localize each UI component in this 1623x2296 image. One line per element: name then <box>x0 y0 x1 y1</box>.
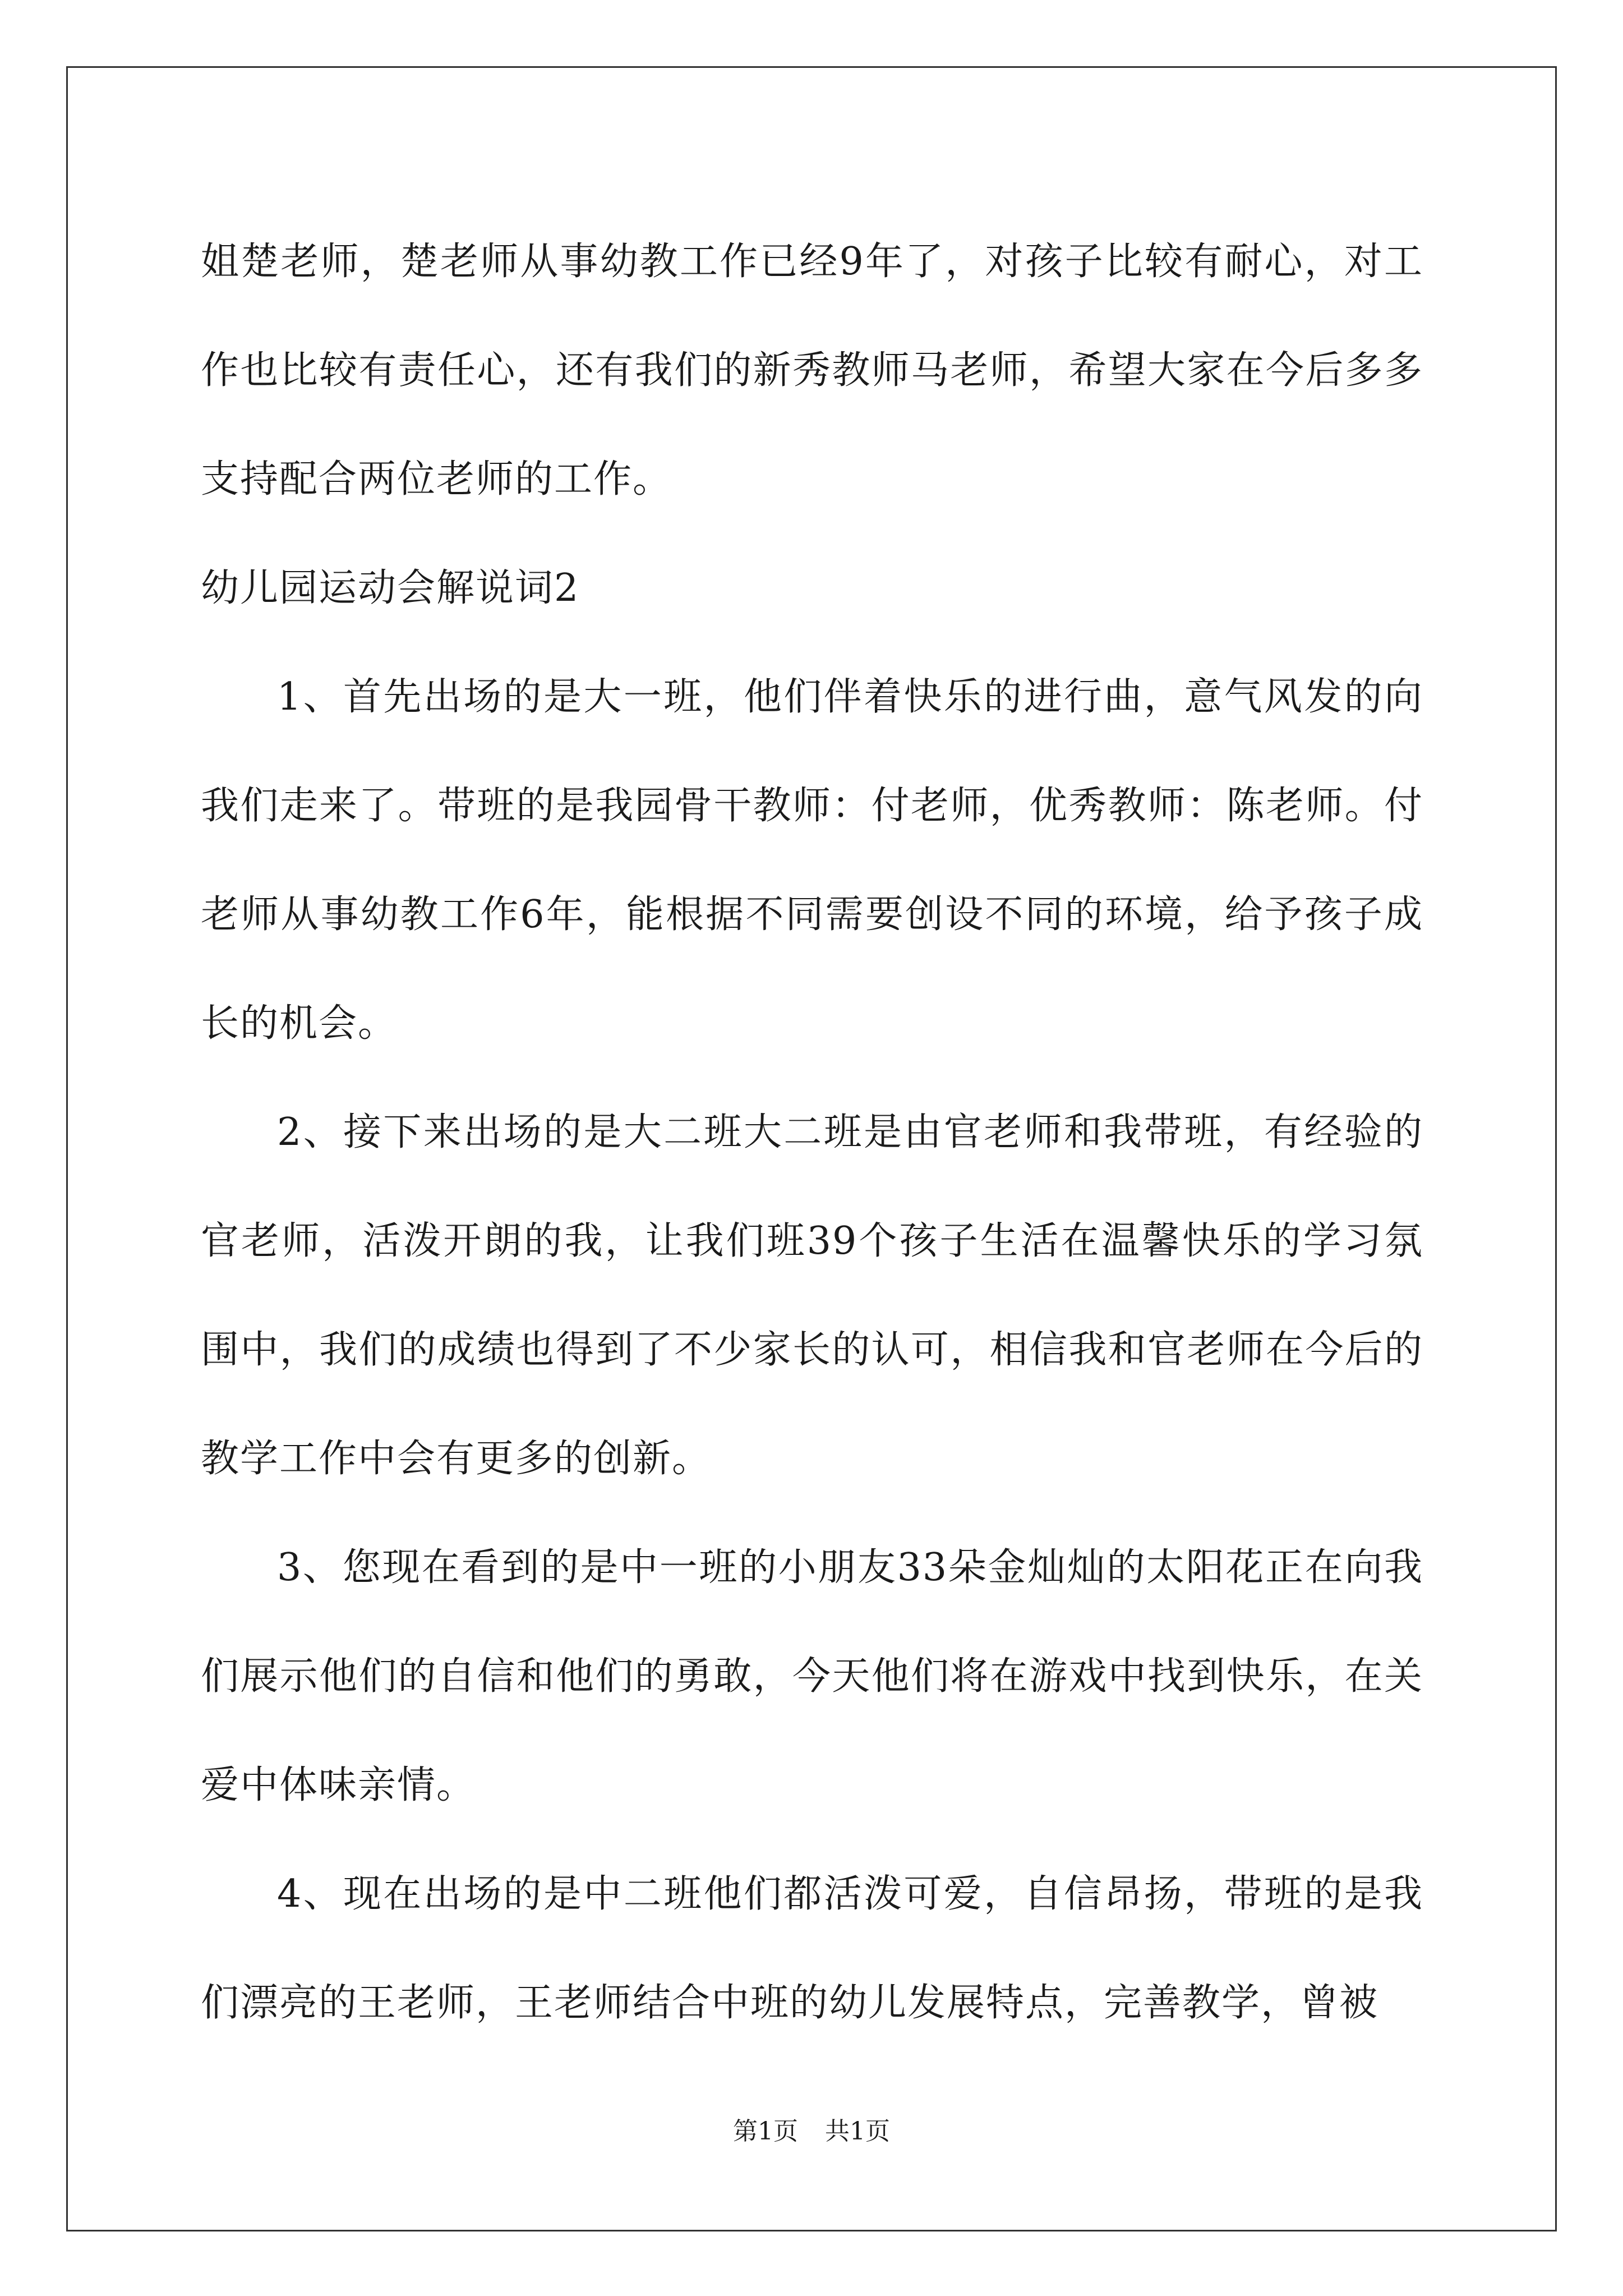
section-heading: 幼儿园运动会解说词2 <box>201 566 580 610</box>
page-footer <box>0 2115 1623 2148</box>
paragraph-item-2: 2、接下来出场的是大二班大二班是由官老师和我带班，有经验的官老师，活泼开朗的我，让我们班39个孩子生活在温馨快乐的学习氛围中，我们的成绩也得到了不少家长的认可，相信我和官老师在今后的教学工作中会有更多的创新。 <box>201 1110 1423 1481</box>
paragraph-item-1: 1、首先出场的是大一班，他们伴着快乐的进行曲，意气风发的向我们走来了。带班的是我园骨干教师：付老师，优秀教师：陈老师。付老师从事幼教工作6年，能根据不同需要创设不同的环境，给予孩子成长的机会。 <box>201 675 1423 1046</box>
paragraph-item-4: 4、现在出场的是中二班他们都活泼可爱，自信昂扬，带班的是我们漂亮的王老师，王老师结合中班的幼儿发展特点，完善教学，曾被 <box>201 1872 1423 2025</box>
document-body <box>201 208 1423 2058</box>
page-number: 第1页 <box>733 2117 798 2146</box>
page-total: 共1页 <box>825 2117 890 2146</box>
paragraph-continuation: 姐楚老师，楚老师从事幼教工作已经9年了，对孩子比较有耐心，对工作也比较有责任心，还有我们的新秀教师马老师，希望大家在今后多多支持配合两位老师的工作。 <box>201 240 1423 501</box>
paragraph-item-3: 3、您现在看到的是中一班的小朋友33朵金灿灿的太阳花正在向我们展示他们的自信和他们的勇敢，今天他们将在游戏中找到快乐，在关爱中体味亲情。 <box>201 1545 1423 1807</box>
